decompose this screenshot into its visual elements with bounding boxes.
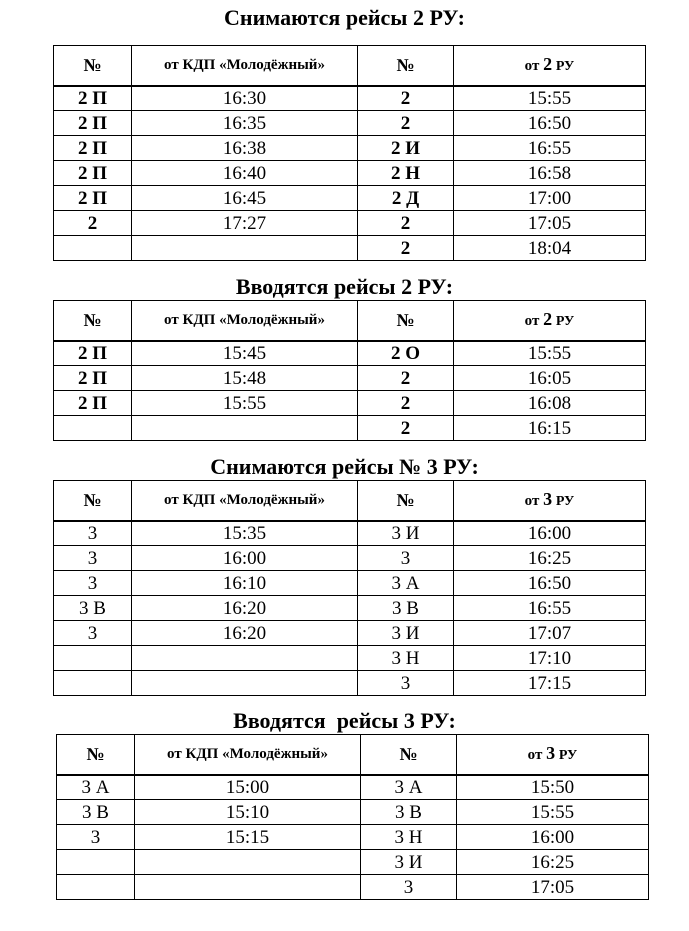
table-header-row	[54, 301, 646, 341]
route-number: 3 И	[358, 521, 454, 546]
route-number: 3 И	[358, 621, 454, 646]
route-number: 3 В	[361, 800, 457, 825]
route-number: 2 П	[54, 111, 132, 136]
departure-time	[132, 236, 358, 261]
table-row	[57, 800, 649, 825]
route-number: 2 О	[358, 341, 454, 366]
departure-time: 16:00	[457, 825, 649, 850]
departure-time: 16:55	[454, 136, 646, 161]
route-number: 3 В	[54, 596, 132, 621]
route-number: 3 Н	[361, 825, 457, 850]
route-number: 3	[358, 671, 454, 696]
table-row	[54, 671, 646, 696]
route-number	[54, 646, 132, 671]
table-row	[54, 391, 646, 416]
route-number: 2 Д	[358, 186, 454, 211]
route-number	[57, 850, 135, 875]
departure-time: 15:15	[135, 825, 361, 850]
route-number: 2 П	[54, 136, 132, 161]
section-2-title: Вводятся рейсы 2 РУ:	[235, 274, 454, 299]
route-number: 3 В	[358, 596, 454, 621]
departure-time: 16:08	[454, 391, 646, 416]
header-number: №	[358, 301, 454, 341]
departure-time: 15:45	[132, 341, 358, 366]
departure-time: 17:07	[454, 621, 646, 646]
header-from-kdp: от КДП «Молодёжный»	[132, 481, 358, 521]
section-1-title: Снимаются рейсы 2 РУ:	[224, 5, 465, 30]
section-4-title: Вводятся рейсы 3 РУ:	[233, 708, 456, 733]
header-number: №	[54, 301, 132, 341]
route-number: 3 В	[57, 800, 135, 825]
departure-time: 15:50	[457, 775, 649, 800]
route-number: 3	[54, 621, 132, 646]
section-4-table	[56, 734, 649, 900]
route-number: 3	[54, 546, 132, 571]
departure-time	[132, 416, 358, 441]
route-number	[54, 671, 132, 696]
departure-time: 15:55	[457, 800, 649, 825]
table-row	[57, 775, 649, 800]
table-row	[54, 546, 646, 571]
departure-time: 15:35	[132, 521, 358, 546]
departure-time: 16:15	[454, 416, 646, 441]
departure-time: 16:20	[132, 596, 358, 621]
table-row	[54, 186, 646, 211]
departure-time: 16:30	[132, 86, 358, 111]
departure-time: 16:55	[454, 596, 646, 621]
departure-time	[135, 850, 361, 875]
departure-time	[132, 646, 358, 671]
departure-time: 16:50	[454, 111, 646, 136]
route-number: 2	[358, 211, 454, 236]
route-number: 2 Н	[358, 161, 454, 186]
departure-time: 18:04	[454, 236, 646, 261]
departure-time: 15:55	[454, 341, 646, 366]
route-number: 2	[358, 366, 454, 391]
route-number: 2	[358, 416, 454, 441]
route-number: 3	[57, 825, 135, 850]
departure-time: 16:40	[132, 161, 358, 186]
route-number: 2	[358, 111, 454, 136]
route-number: 2 П	[54, 341, 132, 366]
table-row	[54, 571, 646, 596]
route-number: 2 П	[54, 391, 132, 416]
table-row	[57, 875, 649, 900]
route-number: 3 А	[361, 775, 457, 800]
section-1-table	[53, 45, 646, 261]
header-number: №	[54, 46, 132, 86]
header-from-ru: от 2 РУ	[454, 301, 646, 341]
table-row	[57, 850, 649, 875]
route-number: 3	[54, 521, 132, 546]
route-number: 2	[358, 391, 454, 416]
header-from-ru: от 3 РУ	[454, 481, 646, 521]
table-row	[54, 341, 646, 366]
departure-time: 16:20	[132, 621, 358, 646]
departure-time: 16:25	[457, 850, 649, 875]
route-number: 3	[54, 571, 132, 596]
table-row	[54, 161, 646, 186]
departure-time: 17:00	[454, 186, 646, 211]
route-number: 3	[358, 546, 454, 571]
departure-time: 16:00	[132, 546, 358, 571]
section-3-title: Снимаются рейсы № 3 РУ:	[210, 454, 479, 479]
table-header-row	[57, 735, 649, 775]
table-row	[54, 211, 646, 236]
route-number	[54, 236, 132, 261]
departure-time	[132, 671, 358, 696]
header-number: №	[361, 735, 457, 775]
departure-time: 17:15	[454, 671, 646, 696]
route-number	[54, 416, 132, 441]
table-row	[54, 86, 646, 111]
route-number: 3 А	[57, 775, 135, 800]
table-row	[54, 521, 646, 546]
route-number: 3 И	[361, 850, 457, 875]
route-number: 3 А	[358, 571, 454, 596]
departure-time: 15:00	[135, 775, 361, 800]
route-number: 3 Н	[358, 646, 454, 671]
header-number: №	[358, 481, 454, 521]
table-row	[54, 646, 646, 671]
departure-time: 16:50	[454, 571, 646, 596]
departure-time: 17:10	[454, 646, 646, 671]
header-from-kdp: от КДП «Молодёжный»	[135, 735, 361, 775]
table-row	[57, 825, 649, 850]
header-number: №	[57, 735, 135, 775]
table-row	[54, 596, 646, 621]
departure-time: 16:38	[132, 136, 358, 161]
route-number: 2 П	[54, 366, 132, 391]
departure-time: 17:05	[454, 211, 646, 236]
route-number: 2	[358, 236, 454, 261]
table-row	[54, 621, 646, 646]
header-from-kdp: от КДП «Молодёжный»	[132, 46, 358, 86]
table-row	[54, 236, 646, 261]
route-number: 2 П	[54, 186, 132, 211]
table-row	[54, 416, 646, 441]
departure-time: 15:48	[132, 366, 358, 391]
departure-time: 15:10	[135, 800, 361, 825]
route-number: 2	[358, 86, 454, 111]
route-number: 2	[54, 211, 132, 236]
departure-time: 16:10	[132, 571, 358, 596]
departure-time: 16:35	[132, 111, 358, 136]
route-number: 2 И	[358, 136, 454, 161]
header-from-kdp: от КДП «Молодёжный»	[132, 301, 358, 341]
header-from-ru: от 2 РУ	[454, 46, 646, 86]
route-number: 2 П	[54, 161, 132, 186]
departure-time	[135, 875, 361, 900]
departure-time: 16:00	[454, 521, 646, 546]
header-from-ru: от 3 РУ	[457, 735, 649, 775]
route-number: 2 П	[54, 86, 132, 111]
header-number: №	[54, 481, 132, 521]
route-number: 3	[361, 875, 457, 900]
departure-time: 15:55	[132, 391, 358, 416]
route-number	[57, 875, 135, 900]
header-number: №	[358, 46, 454, 86]
departure-time: 17:05	[457, 875, 649, 900]
table-row	[54, 366, 646, 391]
table-header-row	[54, 46, 646, 86]
departure-time: 15:55	[454, 86, 646, 111]
departure-time: 16:25	[454, 546, 646, 571]
departure-time: 16:45	[132, 186, 358, 211]
table-row	[54, 111, 646, 136]
departure-time: 16:58	[454, 161, 646, 186]
table-header-row	[54, 481, 646, 521]
section-2-table	[53, 300, 646, 441]
departure-time: 16:05	[454, 366, 646, 391]
departure-time: 17:27	[132, 211, 358, 236]
section-3-table	[53, 480, 646, 696]
table-row	[54, 136, 646, 161]
